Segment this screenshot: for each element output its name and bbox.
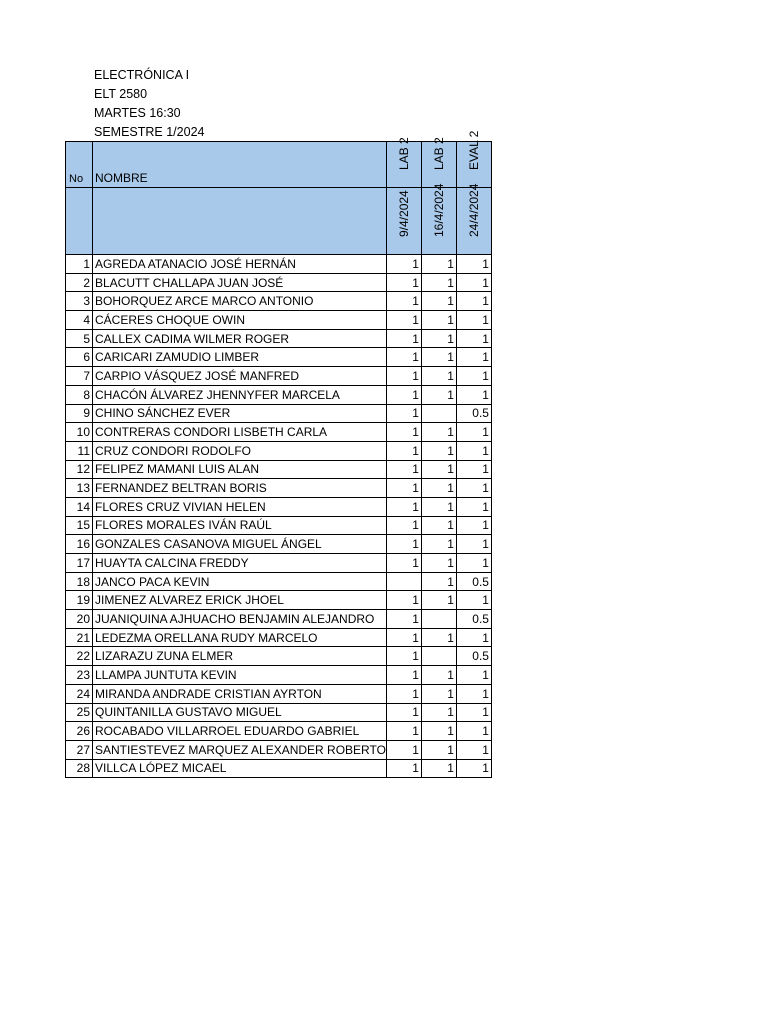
grade-eval-2: 0.5 — [456, 647, 491, 666]
column-header-type-1 — [386, 137, 421, 188]
course-schedule: MARTES 16:30 — [94, 106, 181, 120]
grade-eval-2: 1 — [456, 516, 491, 535]
grade-eval-2: 1 — [456, 759, 491, 778]
student-number: 9 — [66, 404, 93, 423]
student-name: FLORES CRUZ VIVIAN HELEN — [93, 497, 387, 516]
student-name: LLAMPA JUNTUTA KEVIN — [93, 666, 387, 685]
column-type-label: LAB 2 — [431, 137, 446, 170]
grade-lab-2: 1 — [421, 441, 456, 460]
course-title: ELECTRÓNICA I — [94, 68, 190, 82]
student-name: MIRANDA ANDRADE CRISTIAN AYRTON — [93, 684, 387, 703]
student-number: 25 — [66, 703, 93, 722]
table-row — [66, 311, 492, 330]
table-row — [66, 497, 492, 516]
grade-lab-2: 1 — [421, 703, 456, 722]
student-number: 27 — [66, 740, 93, 759]
student-number: 3 — [66, 292, 93, 311]
column-header-name: NOMBRE — [93, 142, 387, 188]
student-number: 19 — [66, 591, 93, 610]
grade-lab-1: 1 — [386, 441, 421, 460]
grade-eval-2: 1 — [456, 460, 491, 479]
grade-lab-1: 1 — [386, 460, 421, 479]
header-row-type — [66, 142, 492, 188]
grade-lab-1: 1 — [386, 535, 421, 554]
student-number: 15 — [66, 516, 93, 535]
grade-lab-1: 1 — [386, 329, 421, 348]
student-name: JANCO PACA KEVIN — [93, 572, 387, 591]
student-name: AGREDA ATANACIO JOSÉ HERNÁN — [93, 255, 387, 274]
grade-eval-2: 1 — [456, 666, 491, 685]
student-name: VILLCA LÓPEZ MICAEL — [93, 759, 387, 778]
student-name: CARICARI ZAMUDIO LIMBER — [93, 348, 387, 367]
student-name: ROCABADO VILLARROEL EDUARDO GABRIEL — [93, 722, 387, 741]
table-row — [66, 423, 492, 442]
student-name: BLACUTT CHALLAPA JUAN JOSÉ — [93, 273, 387, 292]
column-date-label: 9/4/2024 — [396, 190, 411, 237]
student-name: FELIPEZ MAMANI LUIS ALAN — [93, 460, 387, 479]
student-number: 8 — [66, 385, 93, 404]
grade-eval-2: 1 — [456, 591, 491, 610]
grade-lab-2: 1 — [421, 479, 456, 498]
grade-lab-2 — [421, 610, 456, 629]
column-type-label: EVAL 2 — [466, 130, 481, 170]
grade-eval-2: 1 — [456, 479, 491, 498]
student-name: HUAYTA CALCINA FREDDY — [93, 554, 387, 573]
student-number: 6 — [66, 348, 93, 367]
column-date-label: 24/4/2024 — [466, 183, 481, 237]
grade-eval-2: 1 — [456, 740, 491, 759]
grade-lab-2: 1 — [421, 535, 456, 554]
grade-lab-1: 1 — [386, 348, 421, 367]
grade-eval-2: 1 — [456, 273, 491, 292]
column-header-name-blank — [93, 188, 387, 255]
student-name: CÁCERES CHOQUE OWIN — [93, 311, 387, 330]
table-row — [66, 647, 492, 666]
grade-eval-2: 1 — [456, 255, 491, 274]
table-row — [66, 255, 492, 274]
grade-lab-2: 1 — [421, 759, 456, 778]
grade-lab-2: 1 — [421, 273, 456, 292]
grade-eval-2: 1 — [456, 367, 491, 386]
grade-lab-1: 1 — [386, 647, 421, 666]
grade-eval-2: 1 — [456, 423, 491, 442]
student-name: LEDEZMA ORELLANA RUDY MARCELO — [93, 628, 387, 647]
grade-lab-1 — [386, 572, 421, 591]
table-row — [66, 348, 492, 367]
student-name: CARPIO VÁSQUEZ JOSÉ MANFRED — [93, 367, 387, 386]
table-row — [66, 441, 492, 460]
table-row — [66, 367, 492, 386]
grade-lab-2 — [421, 404, 456, 423]
table-row — [66, 329, 492, 348]
student-number: 4 — [66, 311, 93, 330]
column-header-no-blank — [66, 188, 93, 255]
student-name: SANTIESTEVEZ MARQUEZ ALEXANDER ROBERTO — [93, 740, 387, 759]
grade-lab-1: 1 — [386, 666, 421, 685]
student-name: LIZARAZU ZUNA ELMER — [93, 647, 387, 666]
column-type-label: LAB 2 — [396, 137, 411, 170]
column-header-date-2 — [421, 183, 456, 255]
grade-lab-1: 1 — [386, 759, 421, 778]
grade-lab-2: 1 — [421, 572, 456, 591]
table-row — [66, 385, 492, 404]
grade-lab-2: 1 — [421, 666, 456, 685]
grade-eval-2: 1 — [456, 441, 491, 460]
student-name: CALLEX CADIMA WILMER ROGER — [93, 329, 387, 348]
grade-lab-1: 1 — [386, 479, 421, 498]
student-number: 14 — [66, 497, 93, 516]
grade-eval-2: 1 — [456, 628, 491, 647]
grade-lab-2: 1 — [421, 385, 456, 404]
student-number: 12 — [66, 460, 93, 479]
grade-lab-1: 1 — [386, 740, 421, 759]
grade-eval-2: 1 — [456, 329, 491, 348]
student-name: CHACÓN ÁLVAREZ JHENNYFER MARCELA — [93, 385, 387, 404]
grade-lab-2 — [421, 647, 456, 666]
grade-eval-2: 1 — [456, 385, 491, 404]
student-number: 2 — [66, 273, 93, 292]
grade-eval-2: 1 — [456, 292, 491, 311]
student-number: 18 — [66, 572, 93, 591]
grade-lab-2: 1 — [421, 348, 456, 367]
student-number: 22 — [66, 647, 93, 666]
grade-lab-1: 1 — [386, 311, 421, 330]
student-name: CRUZ CONDORI RODOLFO — [93, 441, 387, 460]
column-header-date-1 — [386, 188, 421, 255]
table-row — [66, 535, 492, 554]
grade-lab-2: 1 — [421, 367, 456, 386]
column-date-label: 16/4/2024 — [431, 183, 446, 237]
grade-eval-2: 1 — [456, 684, 491, 703]
student-name: QUINTANILLA GUSTAVO MIGUEL — [93, 703, 387, 722]
grade-lab-1: 1 — [386, 591, 421, 610]
grade-lab-2: 1 — [421, 292, 456, 311]
student-number: 7 — [66, 367, 93, 386]
table-row — [66, 516, 492, 535]
student-number: 21 — [66, 628, 93, 647]
grade-eval-2: 0.5 — [456, 610, 491, 629]
student-name: JUANIQUINA AJHUACHO BENJAMIN ALEJANDRO — [93, 610, 387, 629]
grade-lab-1: 1 — [386, 554, 421, 573]
table-row — [66, 684, 492, 703]
table-row — [66, 666, 492, 685]
column-header-no: No — [66, 142, 93, 188]
table-row — [66, 610, 492, 629]
table-row — [66, 572, 492, 591]
student-name: BOHORQUEZ ARCE MARCO ANTONIO — [93, 292, 387, 311]
grade-eval-2: 1 — [456, 497, 491, 516]
grade-lab-1: 1 — [386, 273, 421, 292]
grade-lab-2: 1 — [421, 516, 456, 535]
table-row — [66, 273, 492, 292]
grade-lab-2: 1 — [421, 329, 456, 348]
student-name: FLORES MORALES IVÁN RAÚL — [93, 516, 387, 535]
table-row — [66, 292, 492, 311]
grade-lab-2: 1 — [421, 628, 456, 647]
table-row — [66, 460, 492, 479]
student-name: CONTRERAS CONDORI LISBETH CARLA — [93, 423, 387, 442]
table-row — [66, 628, 492, 647]
table-row — [66, 740, 492, 759]
student-number: 11 — [66, 441, 93, 460]
student-name: GONZALES CASANOVA MIGUEL ÁNGEL — [93, 535, 387, 554]
grade-lab-2: 1 — [421, 497, 456, 516]
grade-lab-2: 1 — [421, 684, 456, 703]
student-name: CHINO SÁNCHEZ EVER — [93, 404, 387, 423]
table-row — [66, 703, 492, 722]
grade-lab-1: 1 — [386, 404, 421, 423]
grade-lab-1: 1 — [386, 497, 421, 516]
grade-lab-2: 1 — [421, 740, 456, 759]
grade-lab-1: 1 — [386, 385, 421, 404]
grade-lab-1: 1 — [386, 367, 421, 386]
table-row — [66, 722, 492, 741]
column-header-type-2 — [421, 137, 456, 188]
grade-lab-1: 1 — [386, 292, 421, 311]
header-row-date — [66, 188, 492, 255]
student-number: 28 — [66, 759, 93, 778]
student-number: 17 — [66, 554, 93, 573]
grade-eval-2: 1 — [456, 535, 491, 554]
course-semester: SEMESTRE 1/2024 — [94, 125, 205, 139]
grade-eval-2: 1 — [456, 348, 491, 367]
grade-lab-2: 1 — [421, 311, 456, 330]
grade-lab-2: 1 — [421, 591, 456, 610]
grade-lab-1: 1 — [386, 516, 421, 535]
table-row — [66, 759, 492, 778]
grade-lab-1: 1 — [386, 703, 421, 722]
table-row — [66, 554, 492, 573]
grade-eval-2: 1 — [456, 703, 491, 722]
student-number: 26 — [66, 722, 93, 741]
student-name: FERNANDEZ BELTRAN BORIS — [93, 479, 387, 498]
sheet-heading — [94, 66, 204, 142]
student-number: 10 — [66, 423, 93, 442]
grade-eval-2: 0.5 — [456, 572, 491, 591]
student-number: 24 — [66, 684, 93, 703]
grade-lab-2: 1 — [421, 554, 456, 573]
grade-lab-1: 1 — [386, 722, 421, 741]
grade-lab-1: 1 — [386, 423, 421, 442]
student-number: 16 — [66, 535, 93, 554]
grade-eval-2: 1 — [456, 554, 491, 573]
student-number: 13 — [66, 479, 93, 498]
student-name: JIMENEZ ALVAREZ ERICK JHOEL — [93, 591, 387, 610]
table-row — [66, 479, 492, 498]
grade-lab-2: 1 — [421, 423, 456, 442]
course-code: ELT 2580 — [94, 87, 148, 101]
grade-lab-2: 1 — [421, 722, 456, 741]
grade-eval-2: 0.5 — [456, 404, 491, 423]
student-number: 23 — [66, 666, 93, 685]
grade-lab-2: 1 — [421, 255, 456, 274]
student-number: 5 — [66, 329, 93, 348]
grade-lab-1: 1 — [386, 610, 421, 629]
table-row — [66, 404, 492, 423]
grade-eval-2: 1 — [456, 311, 491, 330]
grade-eval-2: 1 — [456, 722, 491, 741]
student-number: 1 — [66, 255, 93, 274]
grade-lab-1: 1 — [386, 628, 421, 647]
grade-lab-2: 1 — [421, 460, 456, 479]
grade-lab-1: 1 — [386, 684, 421, 703]
column-header-date-3 — [456, 183, 491, 255]
grade-lab-1: 1 — [386, 255, 421, 274]
column-header-type-3 — [456, 130, 491, 188]
table-row — [66, 591, 492, 610]
grade-rows — [66, 255, 492, 778]
student-number: 20 — [66, 610, 93, 629]
